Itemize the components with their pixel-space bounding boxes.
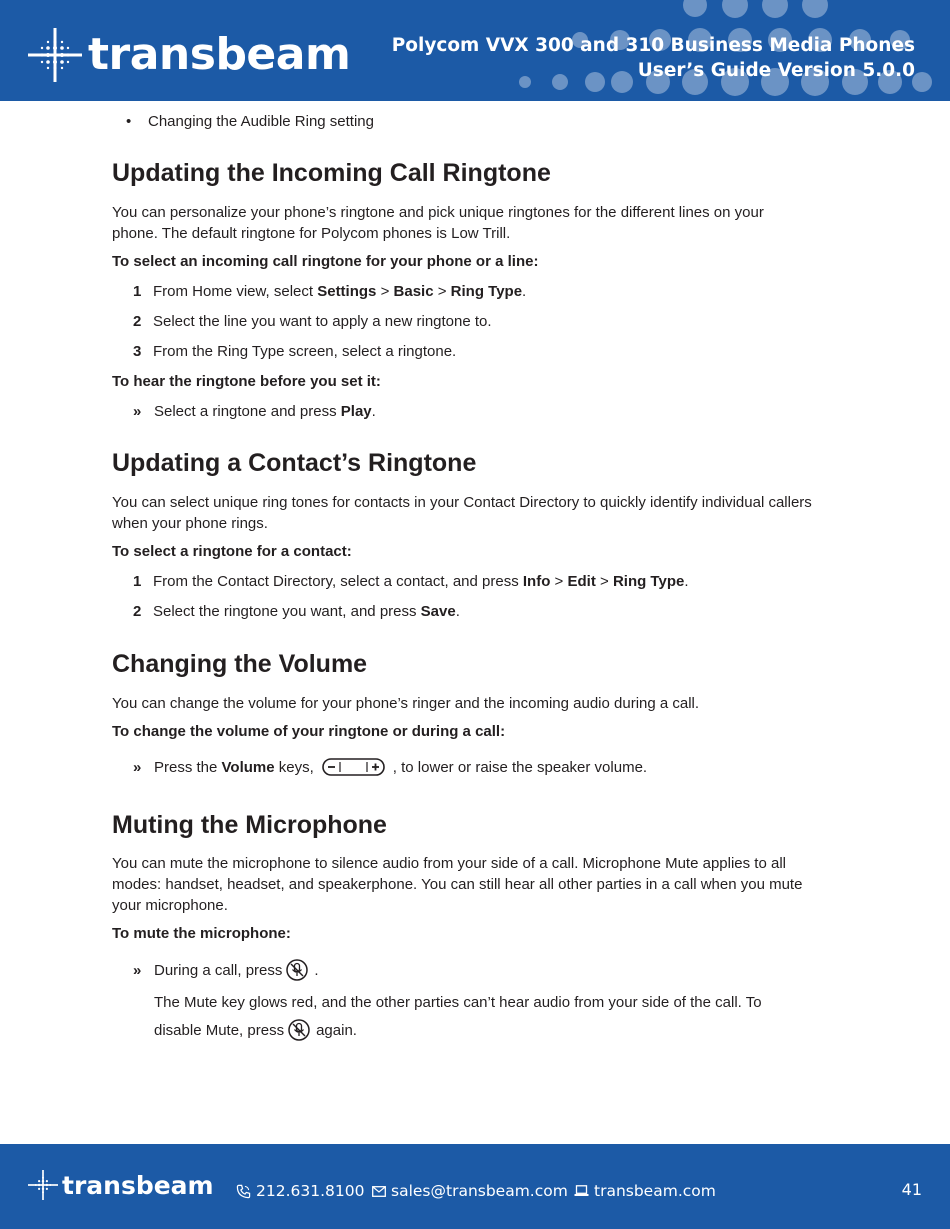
procedure-step bbox=[133, 573, 689, 590]
section-heading-mute: Muting the Microphone bbox=[112, 811, 387, 839]
sparkle-logo-icon bbox=[28, 1170, 58, 1200]
step-number: 1 bbox=[133, 573, 142, 590]
procedure-note: The Mute key glows red, and the other parties can’t hear audio from your side of the call. To bbox=[154, 994, 762, 1011]
procedure-action bbox=[133, 403, 376, 420]
footer-brand-name: transbeam bbox=[62, 1170, 214, 1200]
section-body bbox=[112, 492, 842, 534]
note-text: disable Mute, press bbox=[154, 1021, 285, 1039]
mute-key-icon bbox=[286, 959, 308, 981]
email-address: sales@transbeam.com bbox=[391, 1182, 568, 1200]
document-title-line1: Polycom VVX 300 and 310 Business Media Phones bbox=[391, 35, 915, 56]
footer-email[interactable] bbox=[372, 1182, 568, 1200]
mute-key-icon bbox=[288, 1019, 310, 1041]
section-body bbox=[112, 853, 842, 916]
body-line: when your phone rings. bbox=[112, 515, 268, 532]
body-line: modes: handset, headset, and speakerphone. You can still hear all other parties in a call when you mute bbox=[112, 876, 803, 893]
action-text: During a call, press bbox=[154, 961, 283, 979]
page-footer bbox=[0, 1144, 950, 1229]
footer-website[interactable] bbox=[574, 1182, 716, 1200]
procedure-action bbox=[133, 959, 319, 981]
step-text: From the Contact Directory, select a contact, and press Info > Edit > Ring Type. bbox=[153, 573, 689, 590]
volume-key-icon bbox=[322, 758, 385, 776]
step-number: 2 bbox=[133, 313, 142, 330]
step-text: From Home view, select Settings > Basic > Ring Type. bbox=[153, 283, 527, 300]
step-number: 3 bbox=[133, 343, 142, 360]
procedure-lead: To select a ringtone for a contact: bbox=[112, 543, 352, 560]
arrow-mark: » bbox=[133, 403, 142, 420]
section-body bbox=[112, 202, 842, 244]
step-number: 2 bbox=[133, 603, 142, 620]
procedure-step bbox=[133, 343, 456, 360]
footer-logo bbox=[28, 1170, 214, 1200]
section-body: You can change the volume for your phone’s ringer and the incoming audio during a call. bbox=[112, 695, 700, 712]
list-item-text: Changing the Audible Ring setting bbox=[148, 113, 374, 130]
document-title-line2: User’s Guide Version 5.0.0 bbox=[637, 60, 915, 81]
procedure-action bbox=[133, 758, 647, 776]
body-line: your microphone. bbox=[112, 897, 228, 914]
header-logo bbox=[28, 28, 350, 82]
document-title bbox=[392, 33, 915, 83]
phone-icon bbox=[236, 1184, 251, 1199]
body-line: You can personalize your phone’s ringtone and pick unique ringtones for the different lines on your bbox=[112, 204, 764, 221]
note-text: again. bbox=[316, 1021, 357, 1039]
action-text-end: . bbox=[314, 961, 319, 979]
procedure-lead: To mute the microphone: bbox=[112, 925, 291, 942]
list-item bbox=[126, 113, 374, 130]
page-header bbox=[0, 0, 950, 101]
laptop-icon bbox=[574, 1185, 589, 1197]
procedure-note bbox=[154, 1019, 357, 1041]
section-heading-contact: Updating a Contact’s Ringtone bbox=[112, 449, 477, 477]
envelope-icon bbox=[372, 1186, 386, 1197]
action-text: Select a ringtone and press Play. bbox=[154, 403, 376, 420]
footer-phone[interactable] bbox=[236, 1182, 364, 1200]
step-text: Select the ringtone you want, and press Save. bbox=[153, 603, 460, 620]
section-heading-volume: Changing the Volume bbox=[112, 650, 368, 678]
website-url: transbeam.com bbox=[594, 1182, 716, 1200]
procedure-step bbox=[133, 313, 492, 330]
action-text-end: , to lower or raise the speaker volume. bbox=[392, 758, 648, 776]
body-line: You can mute the microphone to silence audio from your side of a call. Microphone Mute applies to all bbox=[112, 855, 786, 872]
bullet-mark: • bbox=[126, 113, 132, 130]
body-line: You can select unique ring tones for contacts in your Contact Directory to quickly identify individual callers bbox=[112, 494, 812, 511]
procedure-lead: To change the volume of your ringtone or during a call: bbox=[112, 723, 506, 740]
step-text: Select the line you want to apply a new ringtone to. bbox=[153, 313, 492, 330]
step-number: 1 bbox=[133, 283, 142, 300]
sparkle-logo-icon bbox=[28, 28, 82, 82]
procedure-lead: To hear the ringtone before you set it: bbox=[112, 373, 381, 390]
arrow-mark: » bbox=[133, 961, 142, 979]
action-text: Press the Volume keys, bbox=[154, 758, 314, 776]
procedure-step bbox=[133, 283, 526, 300]
page-number: 41 bbox=[901, 1180, 922, 1199]
phone-number: 212.631.8100 bbox=[256, 1182, 365, 1200]
arrow-mark: » bbox=[133, 758, 142, 776]
section-heading-ringtone: Updating the Incoming Call Ringtone bbox=[112, 159, 551, 187]
brand-name: transbeam bbox=[88, 29, 351, 80]
procedure-step bbox=[133, 603, 460, 620]
body-line: phone. The default ringtone for Polycom phones is Low Trill. bbox=[112, 225, 511, 242]
procedure-lead: To select an incoming call ringtone for your phone or a line: bbox=[112, 253, 539, 270]
step-text: From the Ring Type screen, select a ringtone. bbox=[153, 343, 457, 360]
